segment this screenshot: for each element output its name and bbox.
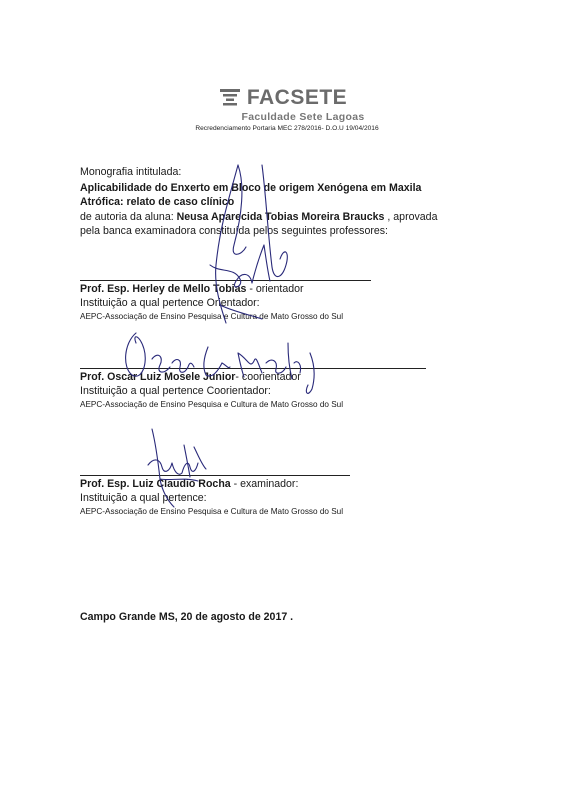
examiner-3-role: - examinador: xyxy=(230,478,299,490)
examiner-2-name-line xyxy=(80,371,301,384)
monografia-label: Monografia intitulada: xyxy=(80,166,182,178)
banca-line: pela banca examinadora constituída pelos seguintes professores: xyxy=(80,225,388,237)
author-prefix: de autoria da aluna: xyxy=(80,211,177,223)
logo-text: FACSETE xyxy=(246,86,348,109)
author-name: Neusa Aparecida Tobias Moreira Braucks xyxy=(176,211,385,223)
signature-line-examinador xyxy=(80,475,350,476)
title-line-2: Atrófica: relato de caso clínico xyxy=(80,196,235,208)
examiner-3-institution: AEPC-Associação de Ensino Pesquisa e Cultura de Mato Grosso do Sul xyxy=(80,507,344,516)
place-date: Campo Grande MS, 20 de agosto de 2017 . xyxy=(80,611,294,623)
examiner-2-role: - coorientador xyxy=(235,371,301,383)
examiner-2-inst-label: Instituição a qual pertence Coorientador: xyxy=(80,385,271,397)
author-line xyxy=(80,211,437,224)
author-suffix: , aprovada xyxy=(384,211,438,223)
examiner-3-inst-label: Instituição a qual pertence: xyxy=(80,492,207,504)
examiner-2-name: Prof. Oscar Luiz Mosele Junior xyxy=(80,371,236,383)
examiner-1-inst-label: Instituição a qual pertence Orientador: xyxy=(80,297,260,309)
title-line-1: Aplicabilidade do Enxerto em Bloco de origem Xenógena em Maxila xyxy=(80,182,422,194)
examiner-3-name-line xyxy=(80,478,298,491)
recredenciamento-text: Recredenciamento Portaria MEC 278/2016- D.O.U 19/04/2016 xyxy=(195,125,379,132)
examiner-1-role: - orientador xyxy=(246,283,304,295)
examiner-1-name-line xyxy=(80,283,304,296)
examiner-1-name: Prof. Esp. Herley de Mello Tobias xyxy=(80,283,247,295)
logo-subtitle: Faculdade Sete Lagoas xyxy=(241,111,365,123)
examiner-3-name: Prof. Esp. Luiz Claudio Rocha xyxy=(80,478,231,490)
signature-line-coorientador xyxy=(80,368,426,369)
logo-header xyxy=(0,86,566,113)
facsete-logo-icon xyxy=(219,88,241,108)
signature-line-orientador xyxy=(80,280,371,281)
examiner-2-institution: AEPC-Associação de Ensino Pesquisa e Cultura de Mato Grosso do Sul xyxy=(80,400,344,409)
examiner-1-institution: AEPC-Associação de Ensino Pesquisa e Cultura de Mato Grosso do Sul xyxy=(80,312,344,321)
